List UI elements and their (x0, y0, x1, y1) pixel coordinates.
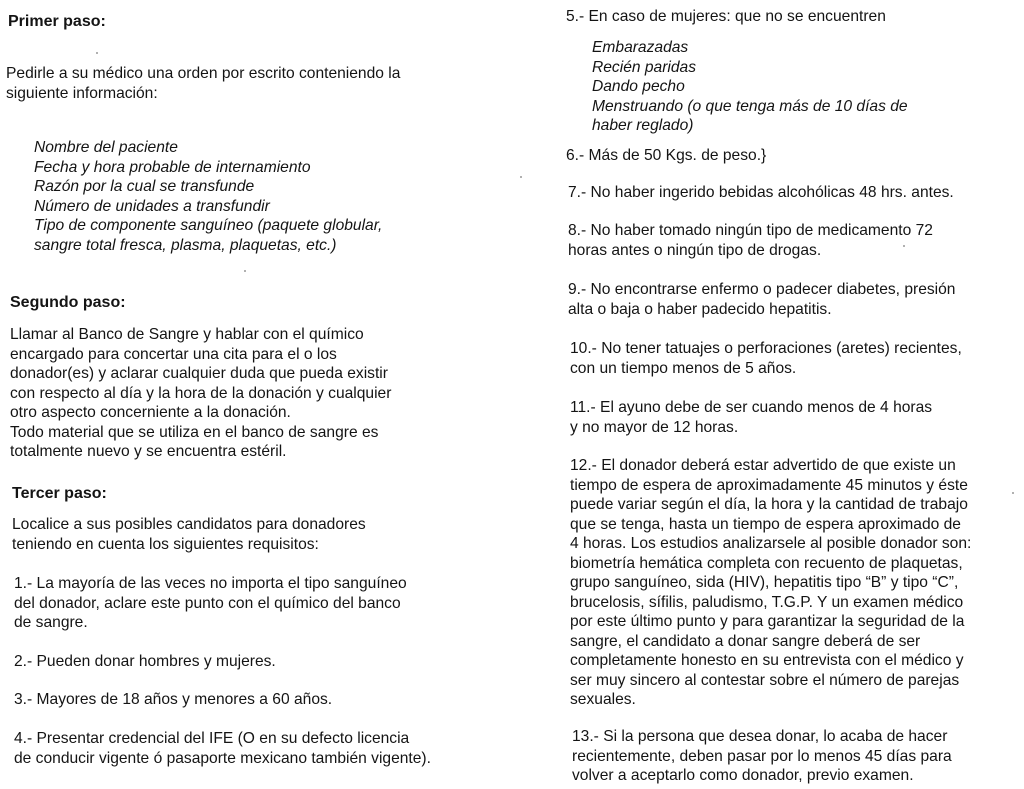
scan-speck (903, 245, 905, 247)
scan-speck (520, 176, 522, 178)
requisito-1: 1.- La mayoría de las veces no importa el tipo sanguíneo del donador, aclare este punto con el químico del banco de sangre. (14, 575, 407, 631)
requisito-8: 8.- No haber tomado ningún tipo de medicamento 72 horas antes o ningún tipo de drogas. (568, 222, 933, 259)
requisito-12: 12.- El donador deberá estar advertido de que existe un tiempo de espera de aproximadamente 45 minutos y éste puede variar según el día, la hora y la cantidad de trabajo que se tenga, hasta un tiempo de espera aproximado de 4 horas. Los estudios analizarsele al posible donador son: biometría hemática completa con recuento de plaquetas, grupo sanguíneo, sida (HIV), hepatitis tipo “B” y tipo “C”, brucelosis, sífilis, paludismo, T.G.P. Y un examen médico por este último punto y para garantizar la seguridad de la sangre, el candidato a donar sangre deberá de ser completamente honesto en su entrevista con el médico y ser muy sincero al contestar sobre el número de parejas sexuales. (570, 457, 972, 708)
tercer-paso-heading: Tercer paso: (12, 485, 107, 502)
scan-speck (96, 52, 98, 54)
scan-speck (1012, 492, 1014, 494)
primer-paso-intro: Pedirle a su médico una orden por escrito conteniendo la siguiente información: (6, 65, 401, 102)
requisito-6: 6.- Más de 50 Kgs. de peso.} (566, 147, 767, 164)
segundo-paso-heading: Segundo paso: (10, 294, 126, 311)
requisito-11: 11.- El ayuno debe de ser cuando menos de 4 horas y no mayor de 12 horas. (570, 399, 933, 436)
requisito-7: 7.- No haber ingerido bebidas alcohólicas 48 hrs. antes. (568, 184, 954, 201)
tercer-paso-intro: Localice a sus posibles candidatos para donadores teniendo en cuenta los siguientes requisitos: (12, 516, 366, 553)
requisito-5: 5.- En caso de mujeres: que no se encuentren (566, 8, 886, 25)
requisito-10: 10.- No tener tatuajes o perforaciones (aretes) recientes, con un tiempo menos de 5 años. (570, 340, 962, 377)
segundo-paso-body: Llamar al Banco de Sangre y hablar con el químico encargado para concertar una cita para el o los donador(es) y aclarar cualquier duda que pueda existir con respecto al día y la hora de la donación y cualquier otro aspecto concerniente a la donación. Todo material que se utiliza en el banco de sangre es totalmente nuevo y se encuentra estéril. (10, 326, 392, 460)
requisito-4: 4.- Presentar credencial del IFE (O en su defecto licencia de conducir vigente ó pasaporte mexicano también vigente). (14, 730, 431, 767)
primer-paso-heading: Primer paso: (8, 13, 106, 30)
primer-paso-list: Nombre del paciente Fecha y hora probable de internamiento Razón por la cual se transfunde Número de unidades a transfundir Tipo de componente sanguíneo (paquete globular, sangre total fresca, plasma, plaquetas, etc.) (34, 139, 383, 254)
requisito-9: 9.- No encontrarse enfermo o padecer diabetes, presión alta o baja o haber padecido hepatitis. (568, 281, 956, 318)
requisito-2: 2.- Pueden donar hombres y mujeres. (14, 653, 276, 670)
requisito-5-list: Embarazadas Recién paridas Dando pecho Menstruando (o que tenga más de 10 días de haber reglado) (592, 39, 908, 134)
requisito-3: 3.- Mayores de 18 años y menores a 60 años. (14, 691, 333, 708)
scan-speck (244, 270, 246, 272)
requisito-13: 13.- Si la persona que desea donar, lo acaba de hacer recientemente, deben pasar por lo menos 45 días para volver a aceptarlo como donador, previo examen. (572, 728, 952, 784)
